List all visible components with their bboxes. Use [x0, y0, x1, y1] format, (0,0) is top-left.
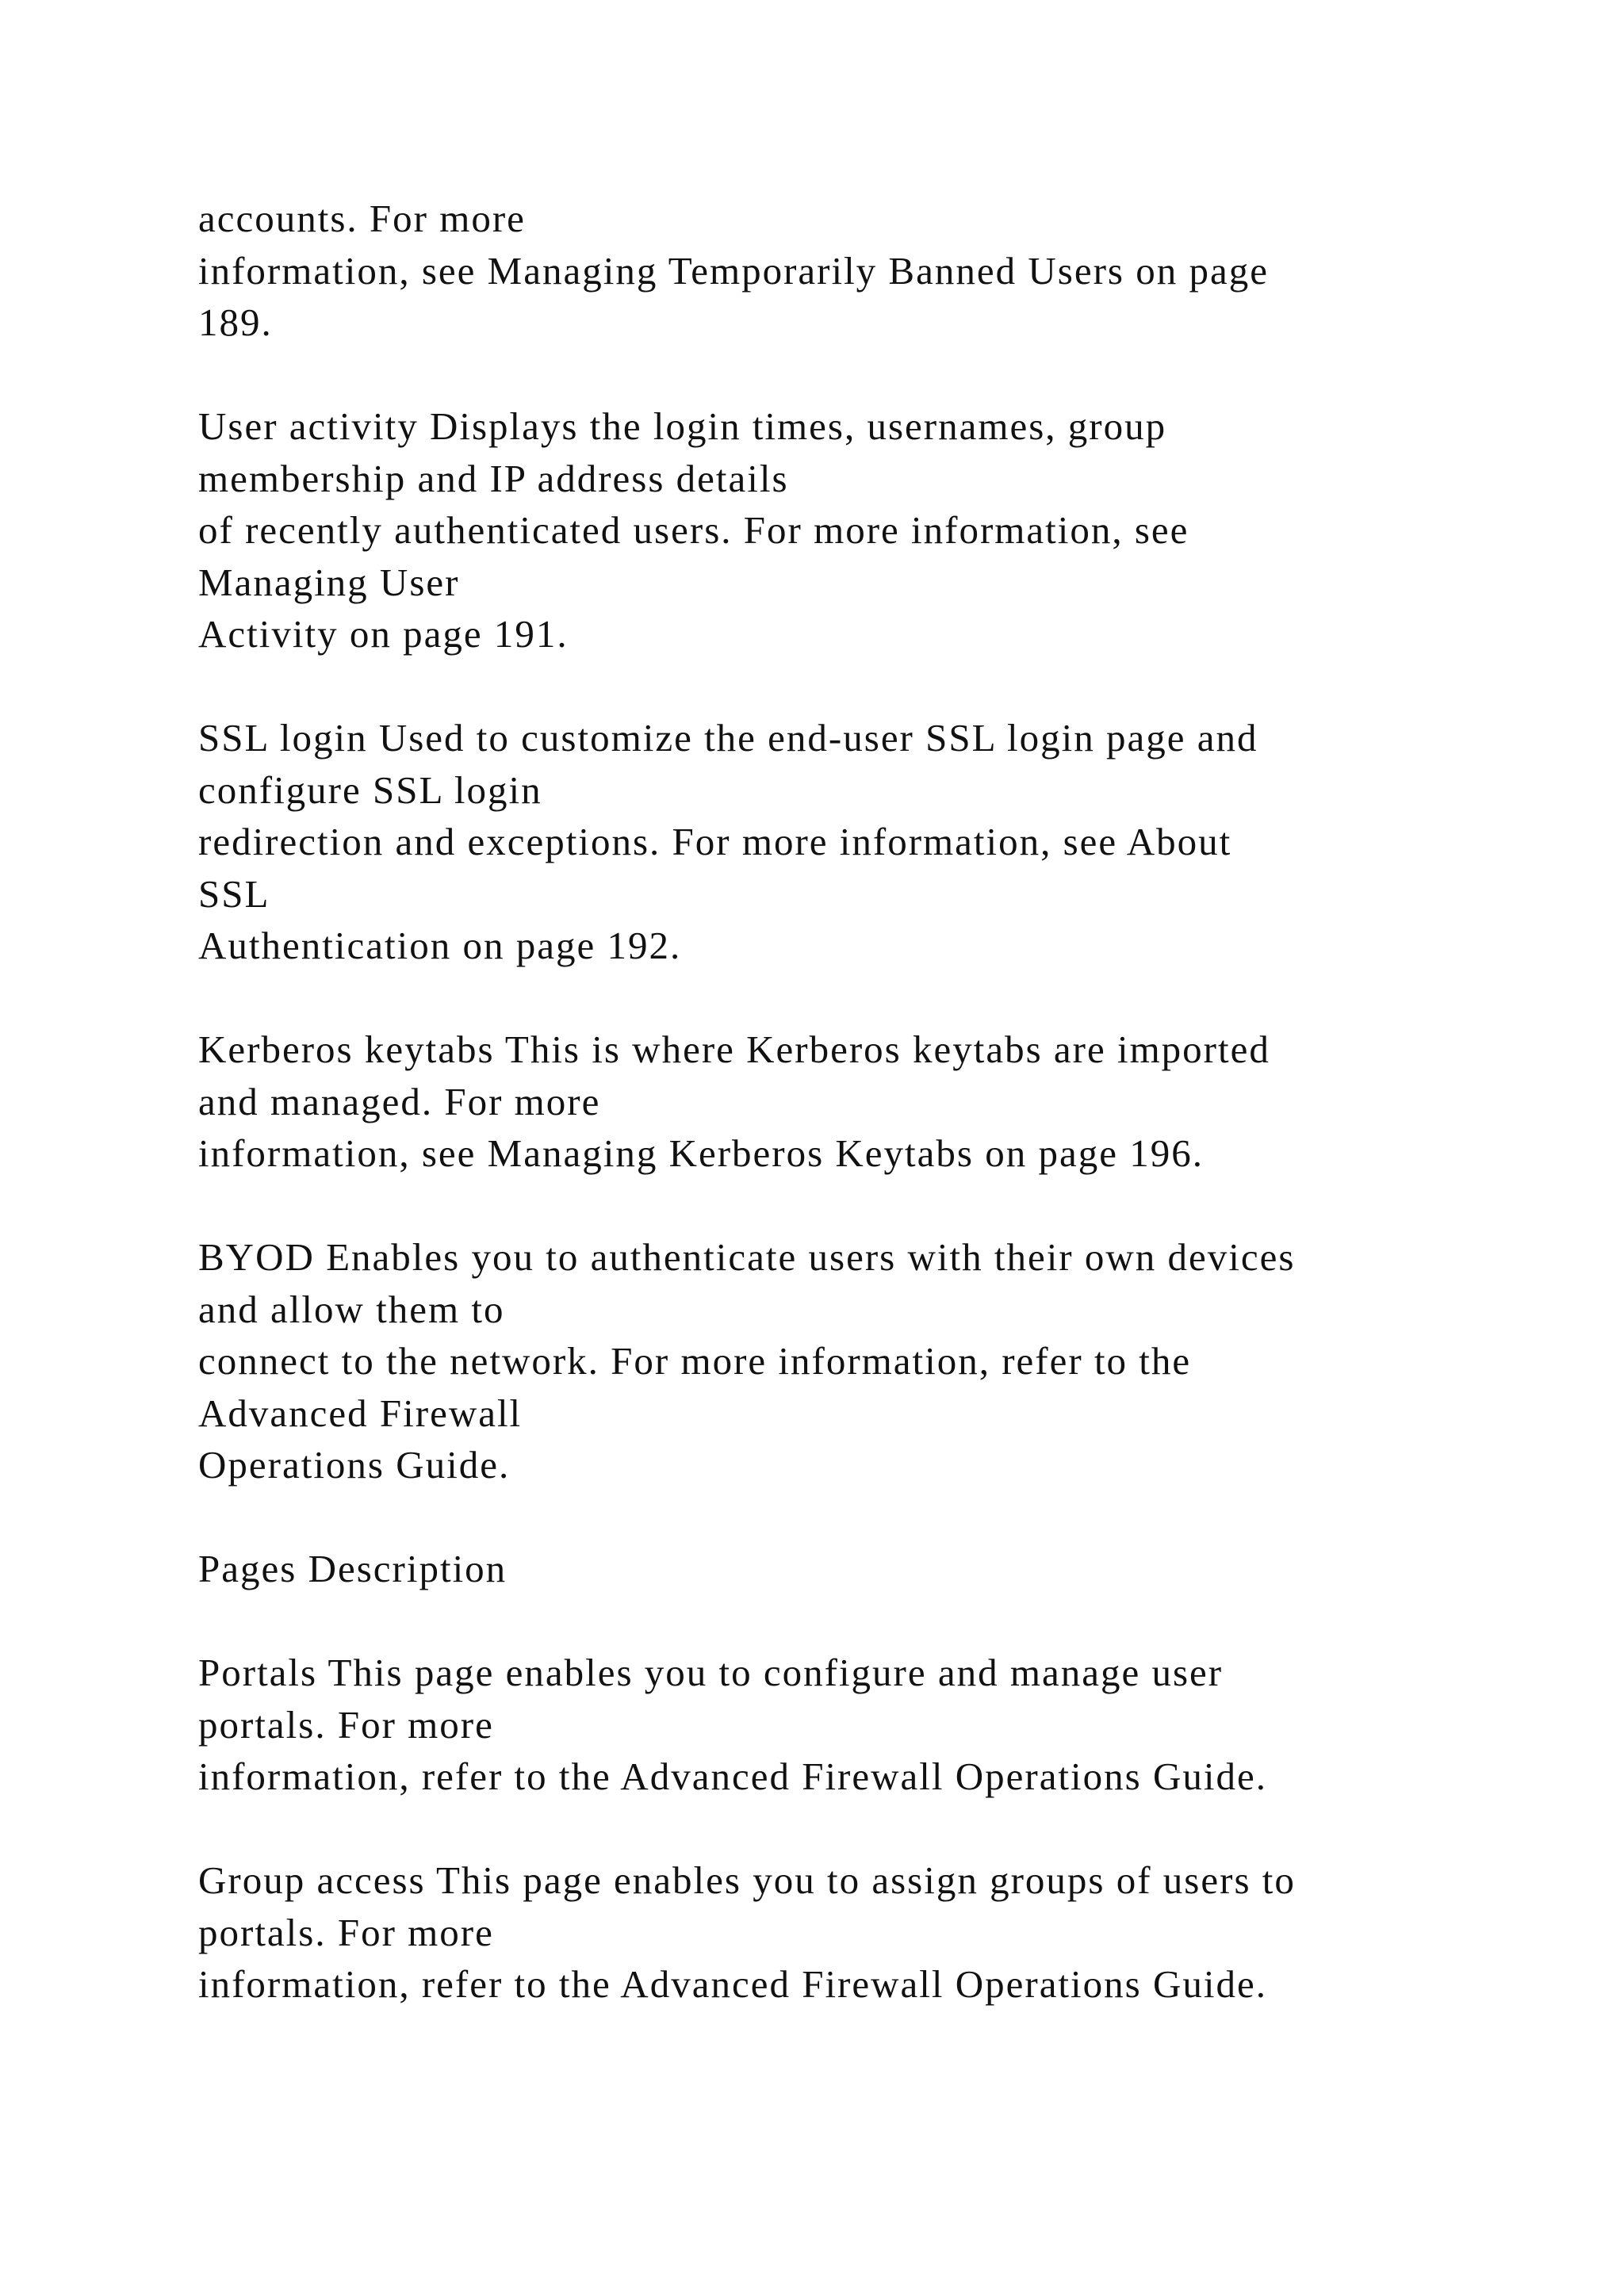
paragraph-user-activity: [198, 400, 1594, 660]
text-line: Group access This page enables you to assign groups of users to: [198, 1858, 1296, 1902]
text-line: and allow them to: [198, 1287, 505, 1331]
document-body: [198, 193, 1594, 2062]
text-line: Pages Description: [198, 1547, 508, 1590]
text-line: of recently authenticated users. For more information, see: [198, 508, 1189, 552]
paragraph-ssl-login: [198, 712, 1594, 972]
text-line: Activity on page 191.: [198, 612, 569, 656]
text-line: portals. For more: [198, 1702, 494, 1747]
text-line: information, refer to the Advanced Firewall Operations Guide.: [198, 1962, 1267, 2006]
text-line: accounts. For more: [198, 197, 526, 240]
text-line: BYOD Enables you to authenticate users with their own devices: [198, 1235, 1296, 1279]
text-line: Kerberos keytabs This is where Kerberos keytabs are imported: [198, 1027, 1270, 1071]
text-line: information, see Managing Kerberos Keytabs on page 196.: [198, 1131, 1204, 1175]
text-line: Operations Guide.: [198, 1443, 511, 1487]
paragraph-byod: [198, 1231, 1594, 1491]
text-line: portals. For more: [198, 1910, 494, 1954]
paragraph-banned-users: [198, 193, 1594, 349]
text-line: SSL login Used to customize the end-user SSL login page and: [198, 716, 1258, 760]
paragraph-group-access: [198, 1854, 1594, 2011]
text-line: SSL: [198, 871, 270, 916]
text-line: Authentication on page 192.: [198, 924, 682, 967]
text-line: redirection and exceptions. For more information, see About: [198, 820, 1232, 863]
paragraph-portals: [198, 1647, 1594, 1803]
text-line: Portals This page enables you to configure and manage user: [198, 1651, 1224, 1694]
text-line: 189.: [198, 300, 273, 344]
paragraph-kerberos-keytabs: [198, 1024, 1594, 1180]
text-line: connect to the network. For more information, refer to the: [198, 1339, 1192, 1383]
paragraph-pages-description-heading: [198, 1543, 1594, 1595]
text-line: configure SSL login: [198, 767, 542, 812]
text-line: membership and IP address details: [198, 456, 789, 500]
text-line: Advanced Firewall: [198, 1391, 523, 1435]
text-line: information, see Managing Temporarily Banned Users on page: [198, 248, 1269, 293]
text-line: and managed. For more: [198, 1079, 601, 1123]
text-line: Managing User: [198, 560, 460, 604]
text-line: User activity Displays the login times, usernames, group: [198, 404, 1167, 448]
text-line: information, refer to the Advanced Firewall Operations Guide.: [198, 1755, 1267, 1798]
